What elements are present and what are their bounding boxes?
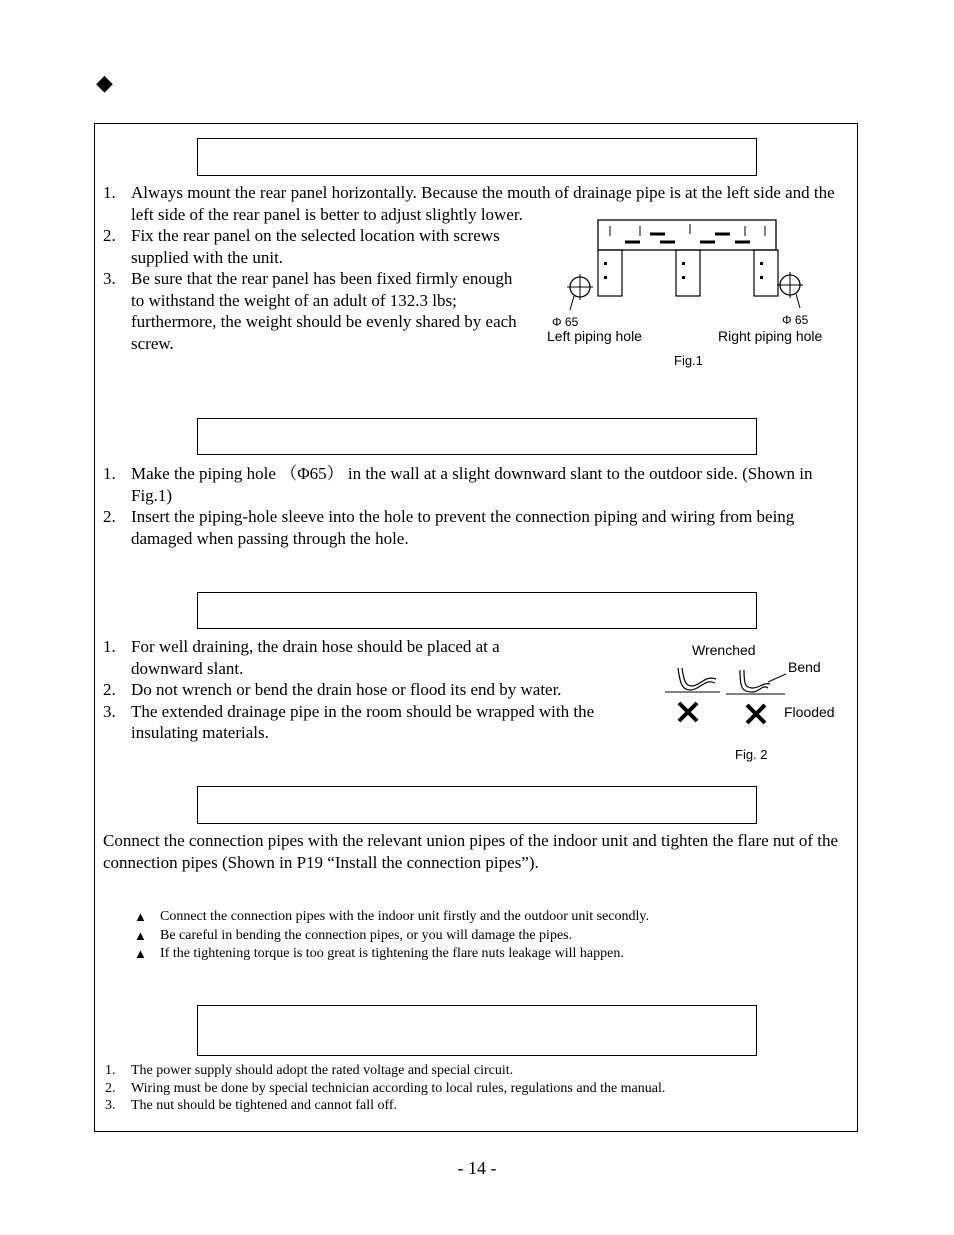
list-item: 2. Wiring must be done by special technician according to local rules, regulations and the manual. [105, 1080, 666, 1096]
flooded-label: Flooded [784, 704, 835, 720]
list-item: 1. For well draining, the drain hose should be placed at a downward slant. [103, 637, 500, 678]
warning-triangle-icon: ▲ [134, 946, 147, 961]
heading-box-wiring [197, 1005, 757, 1056]
heading-box-rear-panel [197, 138, 757, 176]
caution-note: ▲ Connect the connection pipes with the indoor unit firstly and the outdoor unit secondly. [134, 908, 834, 927]
connection-pipes-paragraph: Connect the connection pipes with the relevant union pipes of the indoor unit and tighten the flare nut of the connection pipes (Shown in P19 “Install the connection pipes”). [103, 831, 839, 872]
list-item: 2. Insert the piping-hole sleeve into the hole to prevent the connection piping and wiring from being damaged when passing through the hole. [103, 507, 795, 548]
list-item: 1. Make the piping hole （Φ65） in the wall at a slight downward slant to the outdoor side. (Shown in Fig.1) [103, 464, 813, 505]
wiring-list [105, 1062, 845, 1115]
list-item: 2. Do not wrench or bend the drain hose or flood its end by water. [103, 680, 562, 699]
left-dim-label: Φ 65 [552, 315, 579, 329]
heading-box-piping-hole [197, 418, 757, 455]
caution-note: ▲ Be careful in bending the connection pipes, or you will damage the pipes. [134, 927, 834, 946]
caution-note: ▲ If the tightening torque is too great is tightening the flare nuts leakage will happen. [134, 945, 834, 964]
section-bullet: ◆ [96, 70, 113, 95]
warning-triangle-icon: ▲ [134, 909, 147, 924]
piping-hole-list [103, 463, 853, 549]
list-item: 3. Be sure that the rear panel has been fixed firmly enough to withstand the weight of an adult of 132.3 lbs; furthermore, the weight should be evenly shared by each screw. [103, 269, 517, 353]
heading-box-drain-hose [197, 592, 757, 629]
warning-triangle-icon: ▲ [134, 927, 147, 943]
list-item: 1. Always mount the rear panel horizontally. Because the mouth of drainage pipe is at the left side and the left side of the rear panel is better to adjust slightly lower. [103, 183, 835, 224]
list-item: 2. Fix the rear panel on the selected location with screws supplied with the unit. [103, 226, 500, 267]
right-dim-label: Φ 65 [782, 313, 809, 327]
caution-notes [134, 908, 834, 964]
left-piping-hole-label: Left piping hole [547, 328, 642, 344]
heading-box-connection-pipes [197, 786, 757, 824]
drain-hose-list [103, 636, 623, 744]
list-item: 3. The extended drainage pipe in the room should be wrapped with the insulating materials. [103, 701, 595, 742]
fig2-caption: Fig. 2 [735, 747, 768, 762]
page-number: - 14 - [457, 1158, 497, 1178]
right-piping-hole-label: Right piping hole [718, 328, 823, 344]
wrenched-label: Wrenched [692, 642, 756, 658]
fig1-caption: Fig.1 [674, 353, 703, 368]
list-item: 1. The power supply should adopt the rated voltage and special circuit. [105, 1063, 514, 1078]
fig2-drain-hose-diagram [660, 638, 850, 768]
list-item: 3. The nut should be tightened and cannot fall off. [105, 1098, 398, 1113]
fig1-rear-panel-diagram [540, 212, 840, 372]
bend-label: Bend [788, 659, 821, 675]
